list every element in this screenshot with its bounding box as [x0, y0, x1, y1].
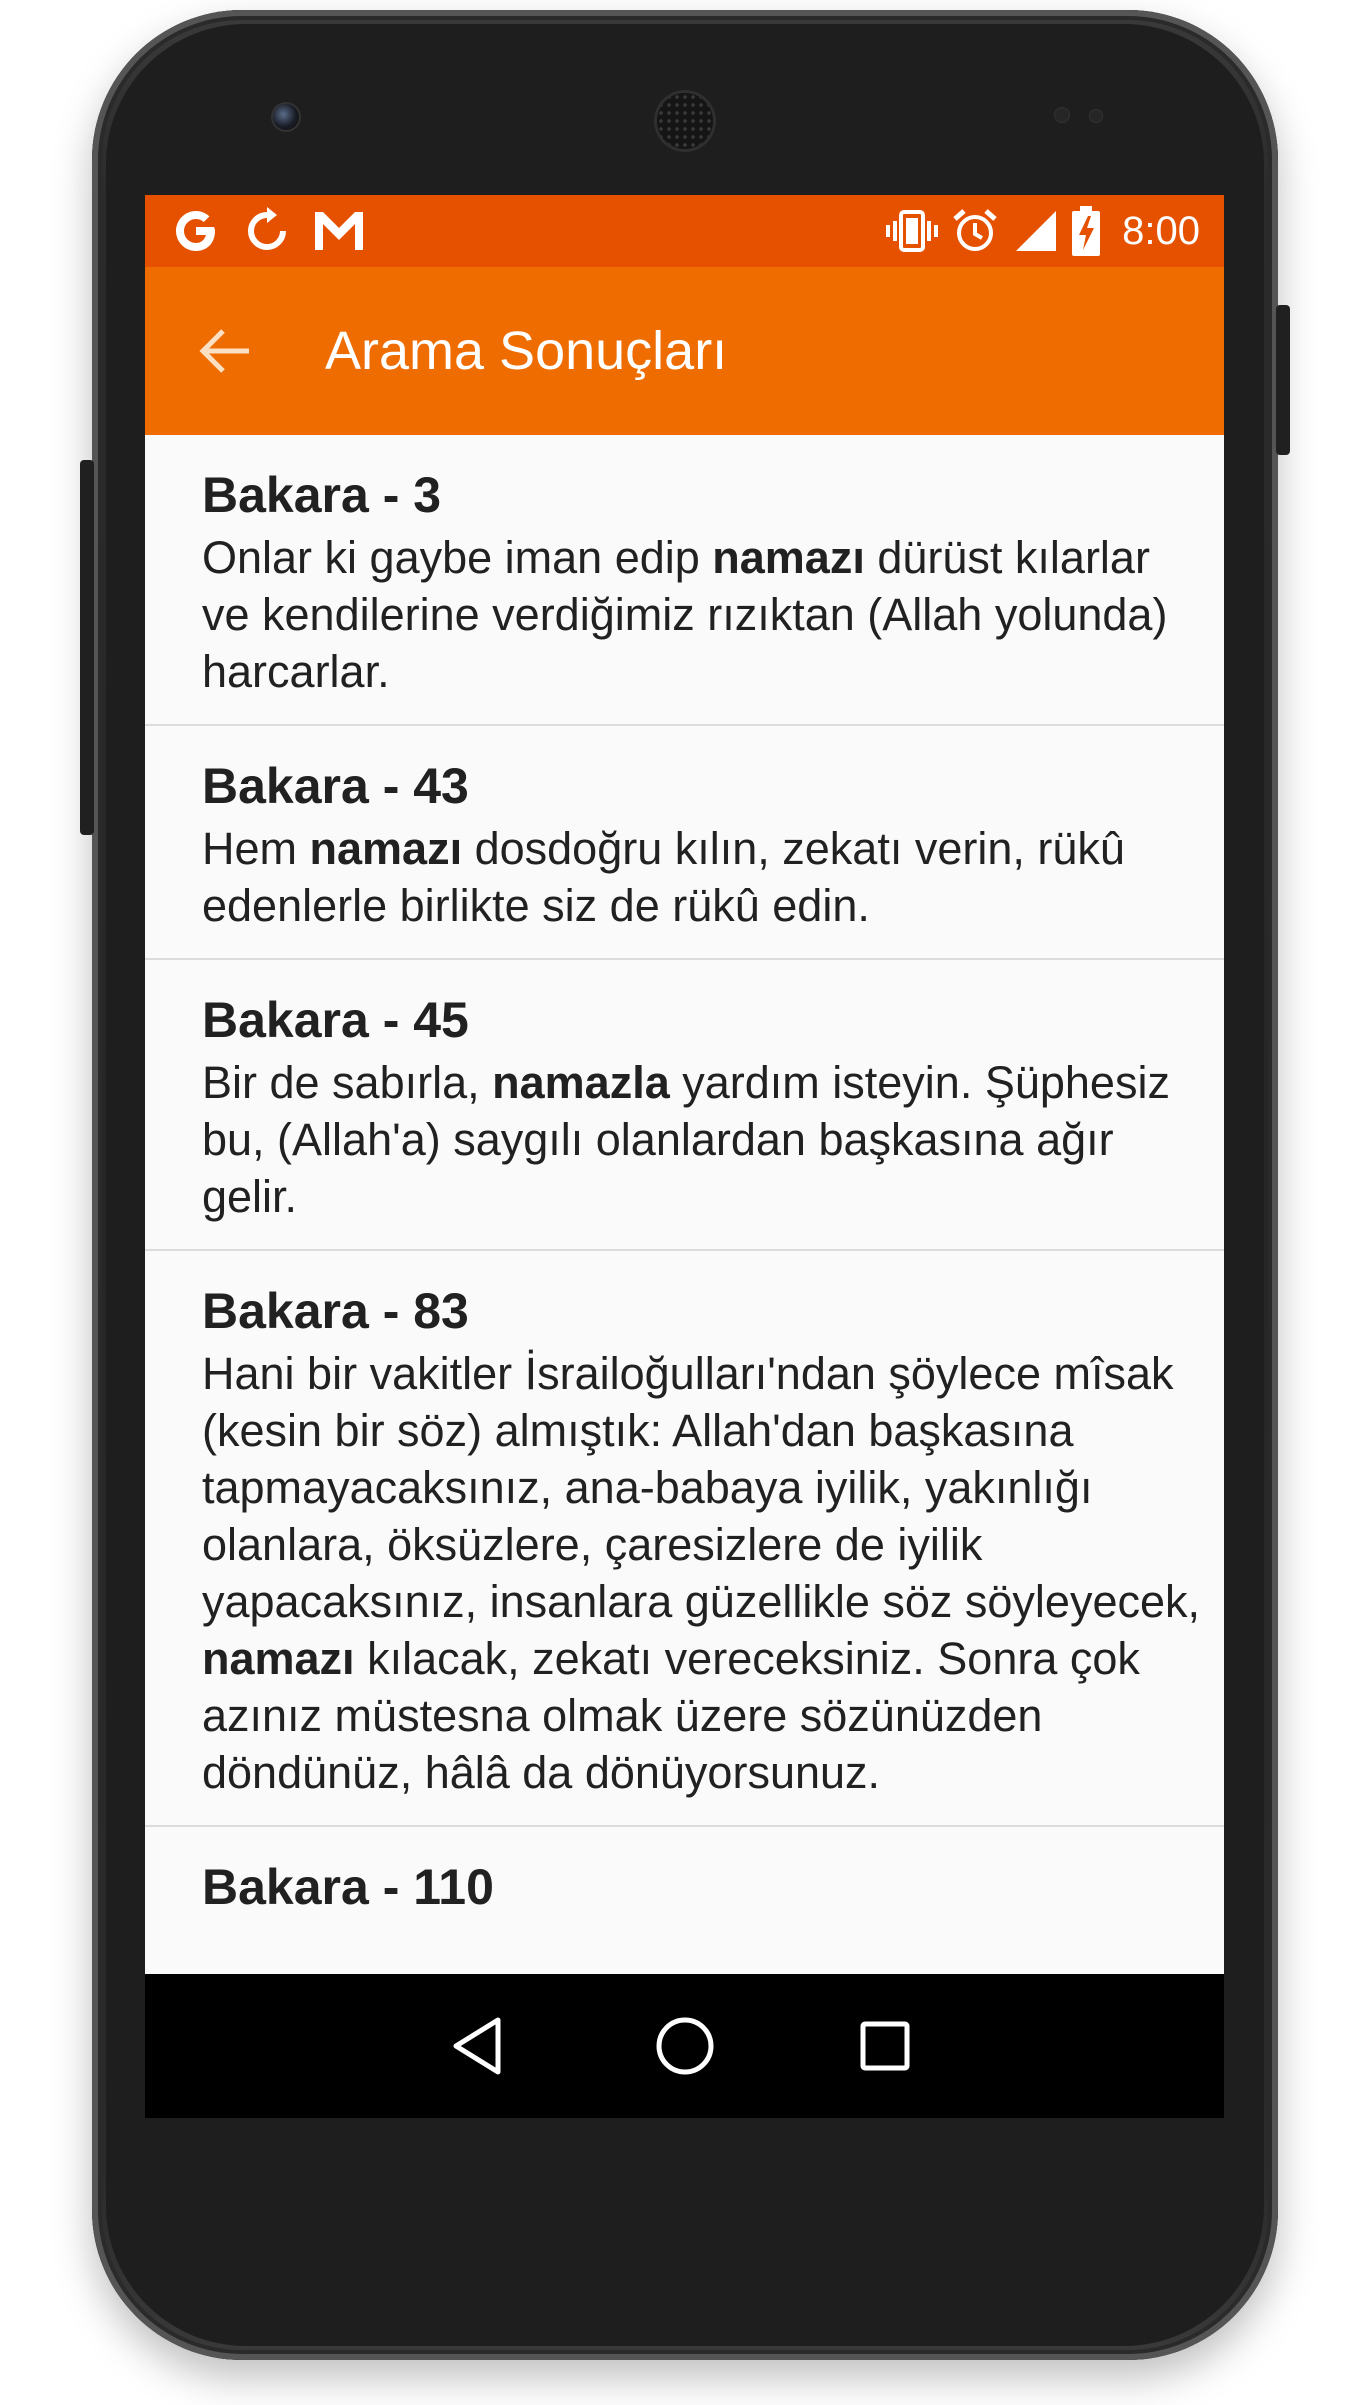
recents-square-icon	[857, 2018, 913, 2074]
proximity-sensor	[1055, 108, 1069, 122]
page-title: Arama Sonuçları	[325, 321, 728, 381]
search-match: namazı	[202, 1633, 355, 1684]
sync-icon	[243, 207, 291, 255]
nav-back-button[interactable]	[428, 1996, 528, 2096]
front-camera-icon	[273, 104, 299, 130]
list-item[interactable]	[145, 960, 1224, 1251]
list-item[interactable]	[145, 435, 1224, 726]
arrow-back-icon	[197, 323, 253, 379]
power-button	[1276, 305, 1290, 455]
list-item[interactable]	[145, 1827, 1224, 1945]
earpiece-speaker	[657, 93, 713, 149]
navigation-bar	[145, 1974, 1224, 2118]
search-match: namazı	[309, 823, 463, 874]
gmail-icon	[313, 210, 365, 252]
search-match: namazı	[712, 532, 865, 583]
google-icon	[171, 206, 221, 256]
battery-charging-icon	[1072, 206, 1100, 256]
vibrate-icon	[886, 209, 938, 253]
verse-reference: Bakara - 83	[202, 1283, 469, 1339]
back-triangle-icon	[448, 2015, 508, 2077]
home-circle-icon	[653, 2014, 717, 2078]
verse-text: Onlar ki gaybe iman edip namazı dürüst kılarlar ve kendilerine verdiğimiz rızıktan (Allah yolunda) harcarlar.	[202, 532, 1168, 697]
notification-icons	[171, 195, 365, 267]
light-sensor	[1090, 110, 1102, 122]
screen	[145, 195, 1224, 2118]
verse-text: Hem namazı dosdoğru kılın, zekatı verin, rükû edenlerle birlikte siz de rükû edin.	[202, 823, 1125, 931]
status-time: 8:00	[1122, 208, 1200, 253]
verse-reference: Bakara - 110	[202, 1859, 494, 1915]
search-match: namazla	[492, 1057, 670, 1108]
alarm-icon	[952, 208, 998, 254]
nav-home-button[interactable]	[635, 1996, 735, 2096]
verse-text: Hani bir vakitler İsrailoğulları'ndan şöylece mîsak (kesin bir söz) almıştık: Allah'dan başkasına tapmayacaksınız, ana-babaya iyilik, yakınlığı olanlara, öksüzlere, çaresizlere de iyilik yapacaksınız, insanlara güzellikle söz söyleyecek, namazı kılacak, zekatı vereceksiniz. Sonra çok azınız müstesna olmak üzere sözünüzden döndünüz, hâlâ da dönüyorsunuz.	[202, 1348, 1200, 1798]
signal-icon	[1012, 209, 1058, 253]
list-item[interactable]	[145, 1251, 1224, 1827]
verse-reference: Bakara - 3	[202, 467, 442, 523]
verse-text: Bir de sabırla, namazla yardım isteyin. Şüphesiz bu, (Allah'a) saygılı olanlardan başkasına ağır gelir.	[202, 1057, 1170, 1222]
results-list	[145, 435, 1224, 1974]
verse-reference: Bakara - 45	[202, 992, 469, 1048]
nav-recents-button[interactable]	[835, 1996, 935, 2096]
app-bar	[145, 267, 1224, 435]
status-bar	[145, 195, 1224, 267]
list-item[interactable]	[145, 726, 1224, 960]
volume-button	[80, 460, 94, 835]
verse-reference: Bakara - 43	[202, 758, 469, 814]
system-status-icons	[886, 195, 1200, 267]
back-button[interactable]	[185, 311, 265, 391]
